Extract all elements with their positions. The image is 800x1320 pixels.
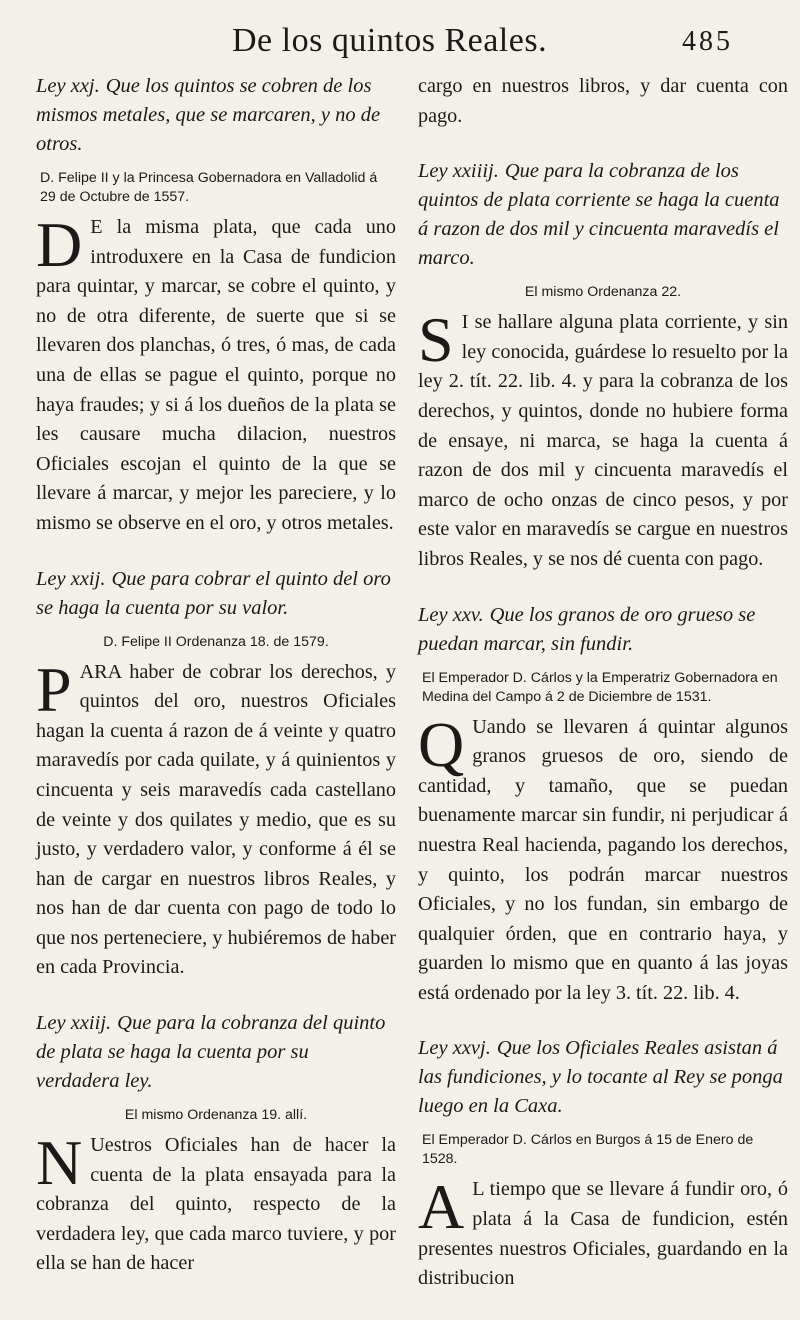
continued-text: cargo en nuestros libros, y dar cuenta con pago.: [418, 75, 788, 127]
law-source-note: El Emperador D. Cárlos y la Emperatriz Gobernadora en Medina del Campo á 2 de Diciembre de 1531.: [422, 669, 778, 705]
law-heading: [418, 1034, 788, 1121]
running-head: [0, 20, 800, 64]
left-column: [36, 72, 396, 1305]
law-heading: [36, 1009, 396, 1096]
law-title-text: Que para cobrar el quinto del oro se haga la cuenta por su valor.: [36, 567, 391, 619]
law-body-text: Uando se llevaren á quintar algunos granos gruesos de oro, siendo de cantidad, y tamaño, que se puedan buenamente marcar sin fundir, ni perjudicar á nuestra Real hacienda, pagando los derechos, y quinto, los podrán marcar nuestros Oficiales, y no los fundan, sin embargo de qualquier órden, que en contrario haya, y guarden lo mismo que en quanto á las joyas está ordenado por la ley 3. tít. 22. lib. 4.: [418, 715, 788, 1004]
law-title-text: Que los Oficiales Reales asistan á las fundiciones, y lo tocante al Rey se ponga luego en la Caxa.: [418, 1037, 783, 1118]
law-number: Ley xxv.: [418, 603, 484, 626]
law-body-text: ARA haber de cobrar los derechos, y quintos del oro, nuestros Oficiales hagan la cuenta á razon de á veinte y quatro maravedís por cada quilate, y á quinientos y cincuenta y seis maravedís cada castellano de veinte y dos quilates y medio, que es su justo, y verdadero valor, y conforme á él se han de cargar en nuestros libros Reales, y nos han de dar cuenta con pago de todo lo que nos perteneciere, y hubiéremos de haber en cada Provincia.: [36, 660, 396, 979]
law-section: [36, 1009, 396, 1279]
law-body-text: Uestros Oficiales han de hacer la cuenta de la plata ensayada para la cobranza del quinto, respecto de la verdadera ley, que cada marco tuviere, y por ella se han de hacer: [36, 1134, 396, 1275]
law-source-note: El mismo Ordenanza 22.: [524, 284, 682, 301]
law-body: [36, 209, 396, 539]
law-number: Ley xxj.: [36, 75, 100, 97]
law-heading: [36, 72, 396, 159]
law-title-text: Que los granos de oro grueso se puedan marcar, sin fundir.: [418, 603, 756, 655]
drop-cap: S: [418, 304, 454, 376]
law-section: [36, 565, 396, 984]
law-heading: [36, 565, 396, 623]
running-title: De los quintos Reales.: [232, 22, 548, 59]
drop-cap: P: [36, 653, 72, 725]
law-body-text: E la misma plata, que cada uno introduxere en la Casa de fundicion para quintar, y marcar, se cobre el quinto, y no de otra diferente, de suerte que si se llevaren dos planchas, ó tres, ó mas, de cada una de ellas se pague el quinto, porque no haya fraudes; y si á los dueños de la plata se les causare mucha dilacion, nuestros Oficiales escojan el quinto de la que se llevare á marcar, y mejor les pareciere, y lo mismo se observe en el oro, y otros metales.: [36, 216, 396, 534]
law-body: [418, 304, 788, 574]
law-number: Ley xxij.: [36, 567, 106, 590]
law-source-note: D. Felipe II Ordenanza 18. de 1579.: [103, 633, 329, 650]
law-body: [418, 708, 788, 1009]
law-heading: [418, 157, 788, 273]
law-number: Ley xxiij.: [36, 1012, 112, 1035]
law-number: Ley xxiiij.: [418, 160, 499, 183]
drop-cap: D: [36, 209, 83, 280]
drop-cap: Q: [418, 708, 465, 780]
drop-cap: N: [36, 1127, 83, 1199]
law-source-note: D. Felipe II y la Princesa Gobernadora en Valladolid á 29 de Octubre de 1557.: [40, 170, 378, 205]
page-number: 485: [682, 26, 733, 57]
law-source-note: El mismo Ordenanza 19. allí.: [124, 1107, 308, 1124]
law-source-note: El Emperador D. Cárlos en Burgos á 15 de Enero de 1528.: [422, 1132, 754, 1168]
law-title-text: Que para la cobranza del quinto de plata se haga la cuenta por su verdadera ley.: [36, 1012, 386, 1093]
law-body-text: I se hallare alguna plata corriente, y sin ley conocida, guárdese lo resuelto por la ley 2. tít. 22. lib. 4. y para la cobranza de los derechos, y quintos, donde no hubiere forma de ensaye, ni marca, se haga la cuenta á razon de dos mil y cincuenta maravedís el marco de ocho onzas de cinco pesos, y por este valor en maravedís se cargue en nuestros libros Reales, y se nos dé cuenta con pago.: [418, 311, 788, 570]
right-column: [418, 72, 788, 1320]
drop-cap: A: [418, 1171, 465, 1243]
law-body-text: L tiempo que se llevare á fundir oro, ó plata á la Casa de fundicion, estén presentes nuestros Oficiales, guardando en la distribucion: [418, 1178, 788, 1290]
law-title-text: Que los quintos se cobren de los mismos metales, que se marcaren, y no de otros.: [36, 75, 381, 155]
law-number: Ley xxvj.: [418, 1037, 491, 1060]
law-section: [36, 72, 396, 539]
law-section: [418, 601, 788, 1009]
law-heading: [418, 601, 788, 659]
law-title-text: Que para la cobranza de los quintos de plata corriente se haga la cuenta á razon de dos mil y cincuenta maravedís el marco.: [418, 160, 780, 270]
law-body: [36, 1127, 396, 1279]
law-body: [418, 1171, 788, 1293]
law-section: [418, 1034, 788, 1293]
law-section: [418, 157, 788, 574]
law-body: [36, 653, 396, 984]
